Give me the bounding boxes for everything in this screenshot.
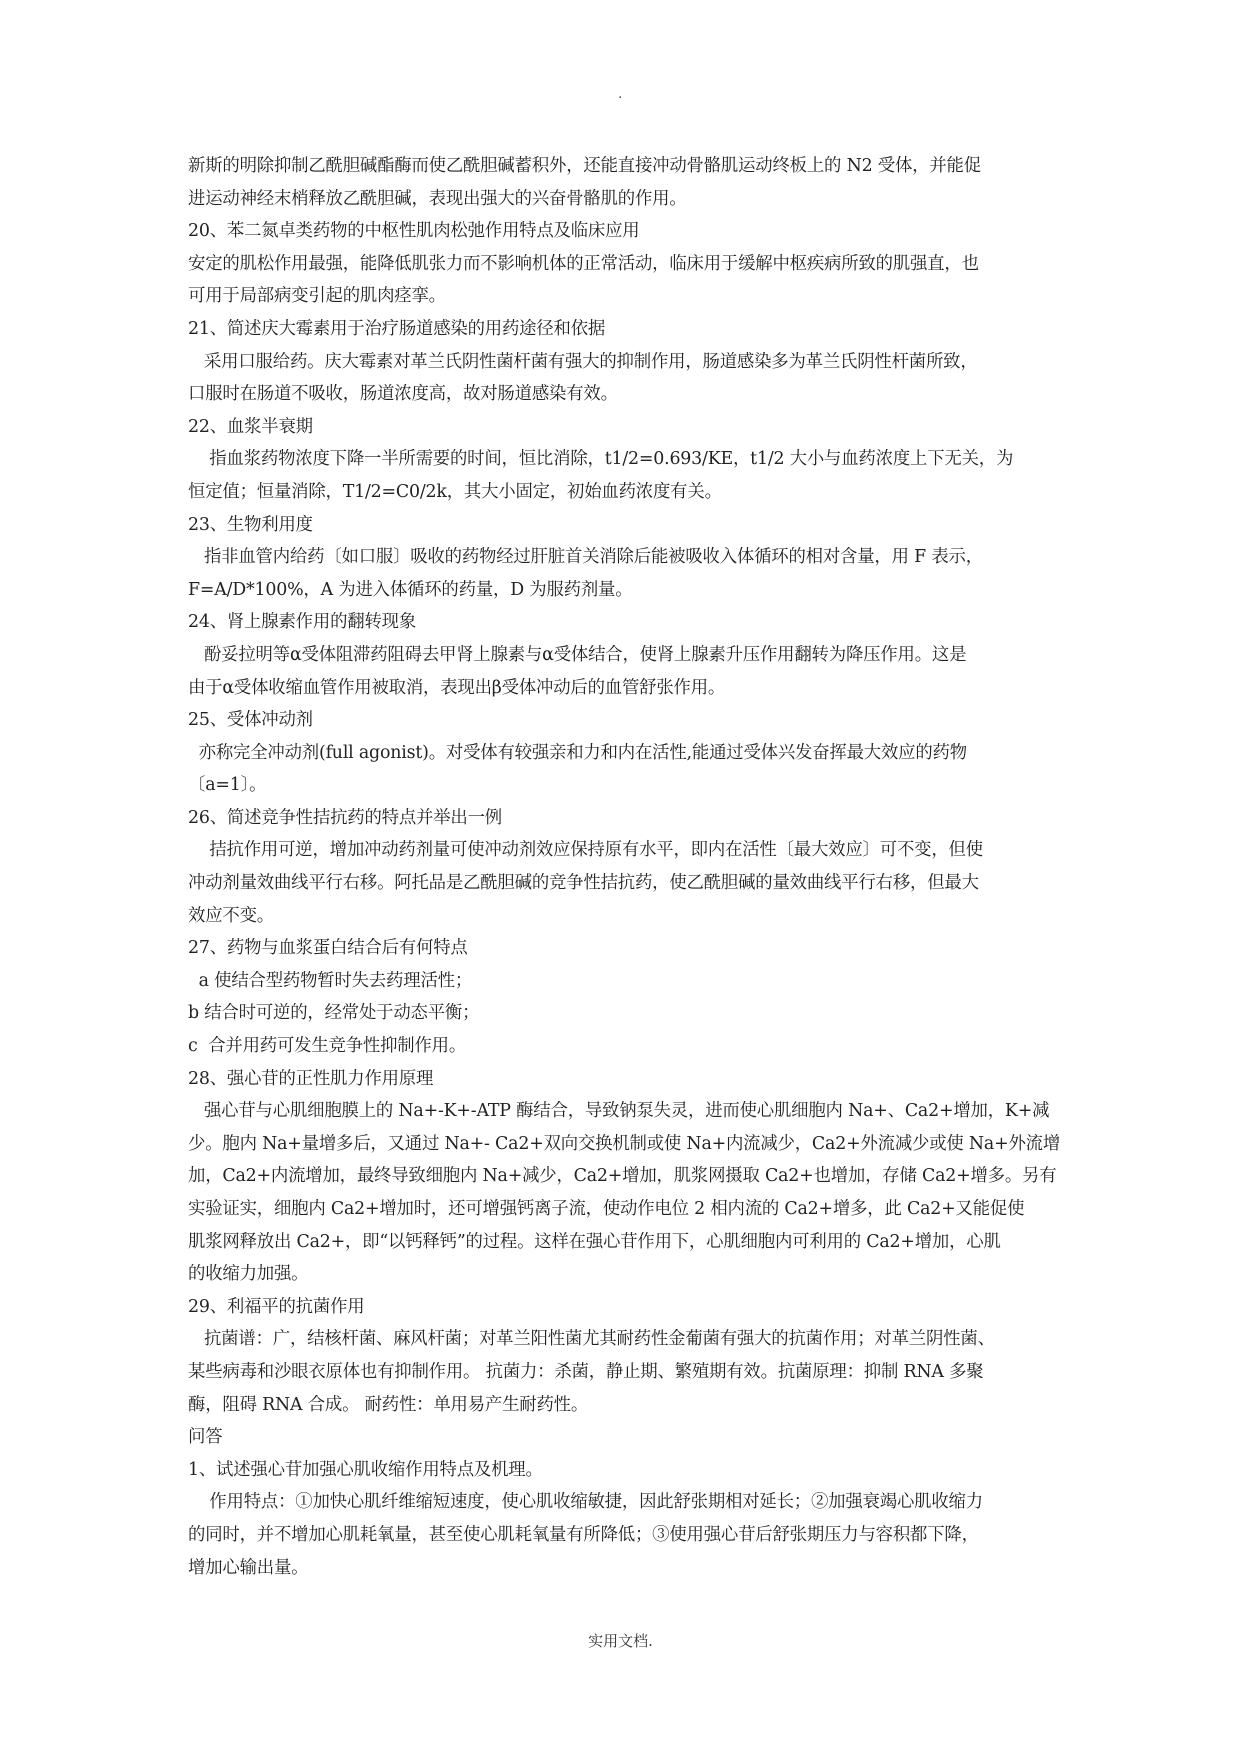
text-line: 29、利福平的抗菌作用	[188, 1296, 365, 1317]
text-line: 24、肾上腺素作用的翻转现象	[188, 612, 417, 633]
text-line: 肌浆网释放出 Ca2+，即“以钙释钙”的过程。这样在强心苷作用下，心肌细胞内可利用的 Ca2+增加，心肌	[188, 1231, 1001, 1252]
text-line: 作用特点：①加快心肌纤维缩短速度，使心肌收缩敏捷，因此舒张期相对延长；②加强衰竭心肌收缩力	[188, 1492, 983, 1513]
text-line: 20、苯二氮卓类药物的中枢性肌肉松弛作用特点及临床应用	[188, 221, 640, 242]
document-body	[188, 150, 1061, 1584]
text-line: c 合并用药可发生竞争性抑制作用。	[188, 1036, 467, 1057]
text-line: 1、试述强心苷加强心肌收缩作用特点及机理。	[188, 1459, 543, 1480]
text-line: 少。胞内 Na+量增多后，又通过 Na+- Ca2+双向交换机制或使 Na+内流减少，Ca2+外流减少或使 Na+外流增	[188, 1133, 1061, 1154]
text-line: 某些病毒和沙眼衣原体也有抑制作用。 抗菌力：杀菌，静止期、繁殖期有效。抗菌原理：抑制 RNA 多聚	[188, 1361, 984, 1382]
text-line: 26、简述竞争性拮抗药的特点并举出一例	[188, 807, 502, 828]
text-line: 可用于局部病变引起的肌肉痉挛。	[188, 286, 446, 307]
text-line: 实验证实，细胞内 Ca2+增加时，还可增强钙离子流，使动作电位 2 相内流的 Ca2+增多，此 Ca2+又能促使	[188, 1199, 1025, 1219]
text-line: 由于α受体收缩血管作用被取消，表现出β受体冲动后的血管舒张作用。	[188, 677, 726, 698]
text-line: 指非血管内给药〔如口服〕吸收的药物经过肝脏首关消除后能被吸收入体循环的相对含量，用 F 表示，	[188, 547, 983, 568]
text-line: b 结合时可逆的，经常处于动态平衡；	[188, 1003, 480, 1024]
text-line: 问答	[188, 1427, 223, 1448]
text-line: 的同时，并不增加心肌耗氧量，甚至使心肌耗氧量有所降低；③使用强心苷后舒张期压力与容积都下降，	[188, 1524, 979, 1545]
text-line: 恒定值；恒量消除，T1/2=C0/2k，其大小固定，初始血药浓度有关。	[188, 481, 722, 502]
text-line: 22、血浆半衰期	[188, 416, 313, 437]
text-line: 安定的肌松作用最强，能降低肌张力而不影响机体的正常活动，临床用于缓解中枢疾病所致的肌强直，也	[188, 253, 979, 274]
text-line: 亦称完全冲动剂(full agonist)。对受体有较强亲和力和内在活性,能通过受体兴发奋挥最大效应的药物	[188, 742, 967, 763]
text-line: 口服时在肠道不吸收，肠道浓度高，故对肠道感染有效。	[188, 384, 618, 405]
text-line: 强心苷与心肌细胞膜上的 Na+-K+-ATP 酶结合，导致钠泵失灵，进而使心肌细胞内 Na+、Ca2+增加，K+减	[188, 1101, 1050, 1122]
text-line: 加，Ca2+内流增加，最终导致细胞内 Na+减少，Ca2+增加，肌浆网摄取 Ca2+也增加，存储 Ca2+增多。另有	[188, 1166, 1057, 1187]
text-line: 〔a=1〕。	[188, 775, 267, 796]
text-line: 27、药物与血浆蛋白结合后有何特点	[188, 938, 468, 959]
text-line: F=A/D*100%，A 为进入体循环的药量，D 为服药剂量。	[188, 579, 633, 600]
text-line: 增加心输出量。	[188, 1557, 309, 1578]
text-line: 冲动剂量效曲线平行右移。阿托品是乙酰胆碱的竞争性拮抗药，使乙酰胆碱的量效曲线平行右移，但最大	[188, 873, 979, 894]
text-line: 抗菌谱：广，结核杆菌、麻风杆菌；对革兰阳性菌尤其耐药性金葡菌有强大的抗菌作用；对革兰阴性菌、	[188, 1329, 995, 1350]
text-line: a 使结合型药物暂时失去药理活性；	[188, 970, 473, 991]
text-line: 新斯的明除抑制乙酰胆碱酯酶而使乙酰胆碱蓄积外，还能直接冲动骨骼肌运动终板上的 N2 受体，并能促	[188, 156, 981, 176]
header-mark: .	[618, 86, 623, 102]
text-line: 采用口服给药。庆大霉素对革兰氏阴性菌杆菌有强大的抑制作用，肠道感染多为革兰氏阴性杆菌所致，	[188, 351, 978, 372]
text-line: 酚妥拉明等α受体阻滞药阻碍去甲肾上腺素与α受体结合，使肾上腺素升压作用翻转为降压作用。这是	[188, 644, 967, 665]
page-footer: 实用文档.	[588, 1632, 653, 1650]
text-line: 酶，阻碍 RNA 合成。 耐药性：单用易产生耐药性。	[188, 1394, 589, 1415]
text-line: 效应不变。	[188, 905, 274, 926]
text-line: 21、简述庆大霉素用于治疗肠道感染的用药途径和依据	[188, 318, 606, 339]
text-line: 28、强心苷的正性肌力作用原理	[188, 1068, 434, 1089]
text-line: 23、生物利用度	[188, 514, 313, 535]
text-line: 的收缩力加强。	[188, 1264, 309, 1285]
text-line: 25、受体冲动剂	[188, 710, 313, 731]
text-line: 进运动神经末梢释放乙酰胆碱，表现出强大的兴奋骨骼肌的作用。	[188, 188, 687, 209]
text-line: 拮抗作用可逆，增加冲动药剂量可使冲动剂效应保持原有水平，即内在活性〔最大效应〕可不变，但使	[188, 840, 983, 861]
text-line: 指血浆药物浓度下降一半所需要的时间，恒比消除，t1/2=0.693/KE，t1/2 大小与血药浓度上下无关，为	[188, 449, 1014, 470]
